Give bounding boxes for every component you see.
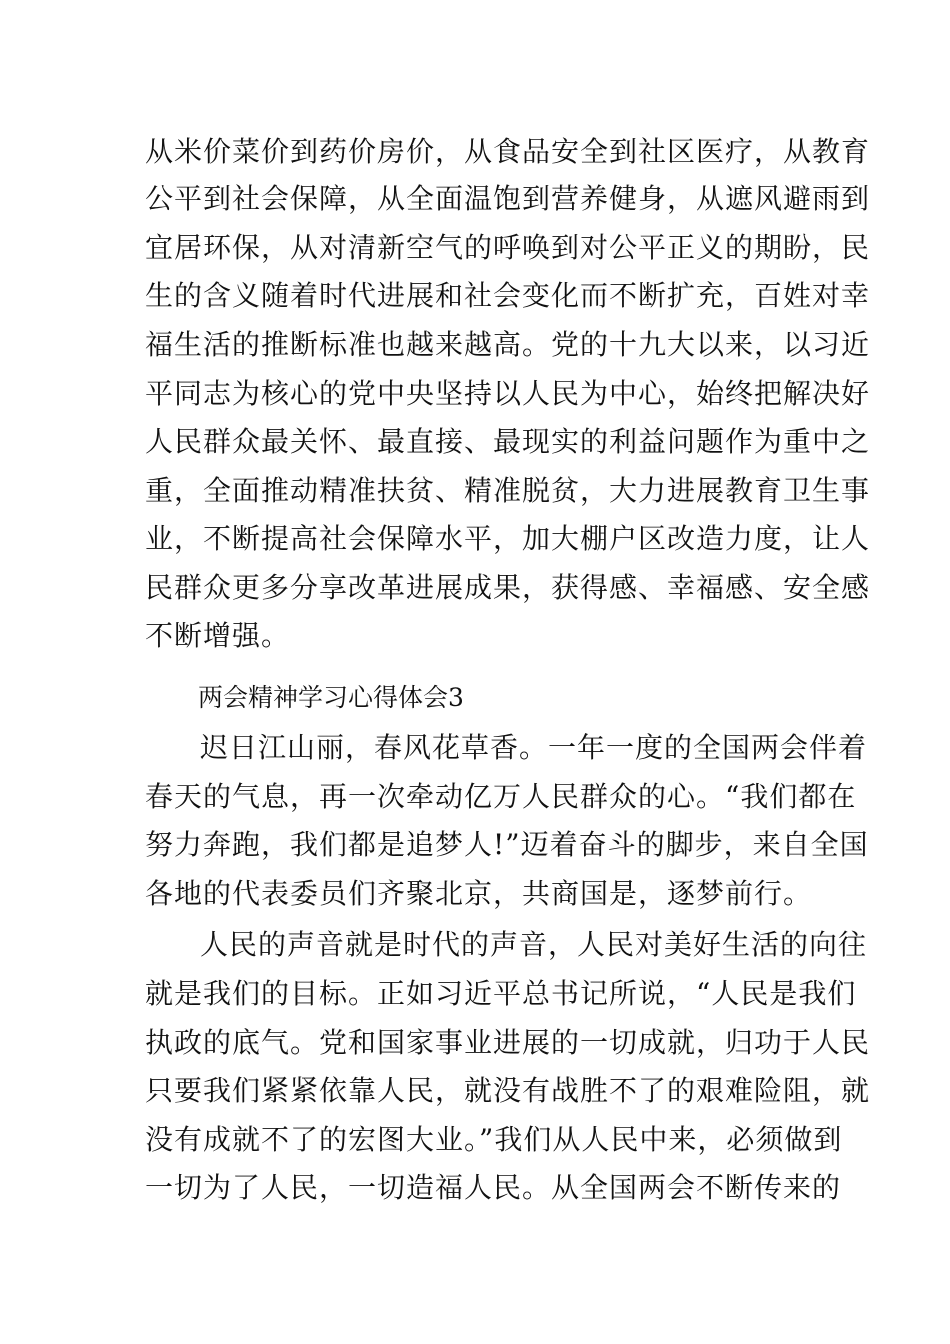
paragraph-line: 各地的代表委员们齐聚北京，共商国是，逐梦前行。 <box>145 877 813 910</box>
paragraph-line: 春天的气息，再一次牵动亿万人民群众的心。“我们都在 <box>145 780 857 813</box>
paragraph-line: 人民群众最关怀、最直接、最现实的利益问题作为重中之 <box>145 425 871 458</box>
paragraph-line: 执政的底气。党和国家事业进展的一切成就，归功于人民 <box>145 1026 871 1059</box>
section-heading: 两会精神学习心得体会3 <box>198 683 464 712</box>
paragraph-line: 只要我们紧紧依靠人民，就没有战胜不了的艰难险阻，就 <box>145 1074 871 1107</box>
paragraph-line: 一切为了人民，一切造福人民。从全国两会不断传来的 <box>145 1171 842 1204</box>
paragraph-line: 努力奔跑，我们都是追梦人!”迈着奋斗的脚步，来自全国 <box>145 828 869 861</box>
paragraph-line: 人民的声音就是时代的声音，人民对美好生活的向往 <box>200 928 868 961</box>
paragraph-line: 民群众更多分享改革进展成果，获得感、幸福感、安全感 <box>145 571 871 604</box>
paragraph-line: 宜居环保，从对清新空气的呼唤到对公平正义的期盼，民 <box>145 231 871 264</box>
paragraph-line: 从米价菜价到药价房价，从食品安全到社区医疗，从教育 <box>145 135 871 168</box>
paragraph-line: 生的含义随着时代进展和社会变化而不断扩充，百姓对幸 <box>145 279 871 312</box>
paragraph-line: 平同志为核心的党中央坚持以人民为中心，始终把解决好 <box>145 377 871 410</box>
paragraph-line: 迟日江山丽，春风花草香。一年一度的全国两会伴着 <box>200 731 868 764</box>
paragraph-line: 福生活的推断标准也越来越高。党的十九大以来，以习近 <box>145 328 871 361</box>
paragraph-line: 就是我们的目标。正如习近平总书记所说，“人民是我们 <box>145 977 857 1010</box>
paragraph-line: 没有成就不了的宏图大业。”我们从人民中来，必须做到 <box>145 1123 843 1156</box>
paragraph-line: 公平到社会保障，从全面温饱到营养健身，从遮风避雨到 <box>145 182 871 215</box>
paragraph-line: 业，不断提高社会保障水平，加大棚户区改造力度，让人 <box>145 522 871 555</box>
paragraph-line: 不断增强。 <box>145 619 291 652</box>
paragraph-line: 重，全面推动精准扶贫、精准脱贫，大力进展教育卫生事 <box>145 474 871 507</box>
